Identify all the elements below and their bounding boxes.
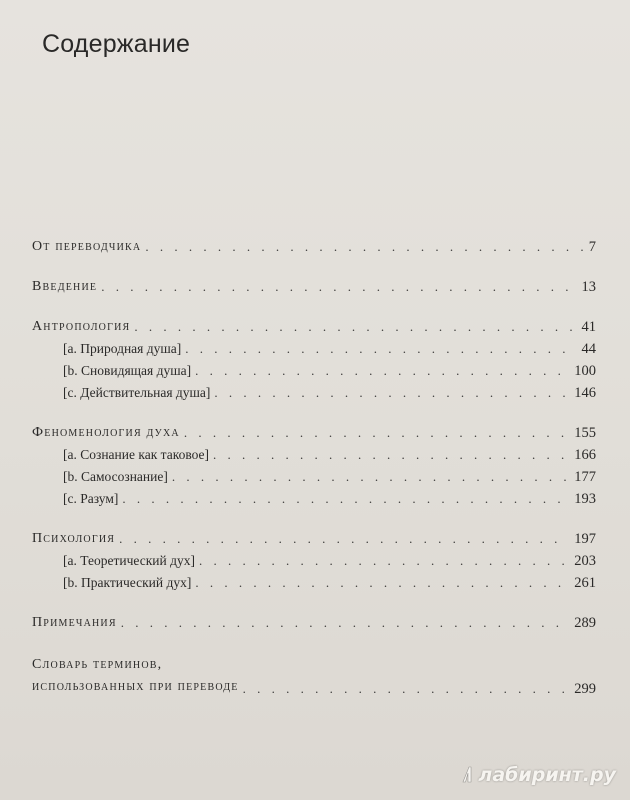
toc-page-number: 203: [574, 553, 596, 569]
toc-page-number: 13: [581, 279, 596, 295]
toc-subentry-theoretical-spirit: [63, 552, 596, 570]
toc-subentry-practical-spirit: [63, 574, 596, 592]
toc-page-number: 193: [574, 491, 596, 507]
toc-page-number: 44: [581, 341, 596, 357]
toc-entry-label: Введение: [32, 279, 98, 294]
dot-leader: [134, 318, 575, 336]
toc-page-number: 299: [574, 681, 596, 697]
toc-entry-label: Феноменология духа: [32, 425, 180, 440]
toc-entry-label: [a. Теоретический дух]: [63, 553, 195, 568]
toc-page-number: 41: [581, 319, 596, 335]
toc-subentry-natural-soul: [63, 340, 596, 358]
toc-entry-label: [b. Практический дух]: [63, 575, 192, 590]
dot-leader: [184, 424, 568, 442]
toc-page-number: 166: [574, 447, 596, 463]
toc-entry-label: [a. Сознание как таковое]: [63, 447, 210, 462]
toc-entry-label: [c. Разум]: [63, 491, 119, 506]
toc-page-number: 100: [574, 363, 596, 379]
toc-subentry-actual-soul: [63, 384, 596, 402]
labirint-watermark: [461, 764, 616, 786]
dot-leader: [122, 490, 568, 508]
toc-page-number: 261: [574, 575, 596, 591]
dot-leader: [145, 238, 582, 256]
toc-entry-introduction: [32, 278, 596, 296]
toc-entry-label: Примечания: [32, 615, 117, 630]
toc-entry-label: Антропология: [32, 319, 131, 334]
page-title: Содержание: [42, 30, 191, 58]
toc-subentry-self-consciousness: [63, 468, 596, 486]
toc-entry-notes: [32, 614, 596, 632]
toc-entry-label: [b. Сновидящая душа]: [63, 363, 192, 378]
dot-leader: [121, 614, 569, 632]
dot-leader: [172, 468, 568, 486]
table-of-contents: [32, 238, 596, 698]
dot-leader: [195, 362, 568, 380]
dot-leader: [101, 278, 575, 296]
dot-leader: [119, 530, 568, 548]
toc-subentry-reason: [63, 490, 596, 508]
toc-entry-label: От переводчика: [32, 239, 142, 254]
dot-leader: [214, 384, 568, 402]
toc-page-number: 155: [574, 425, 596, 441]
toc-entry-label: [b. Самосознание]: [63, 469, 168, 484]
watermark-text: лабиринт.ру: [478, 764, 616, 786]
dot-leader: [213, 446, 568, 464]
toc-entry-label: [c. Действительная душа]: [63, 385, 211, 400]
toc-page-number: 289: [574, 615, 596, 631]
toc-entry-label: [32, 654, 243, 698]
dot-leader: [185, 340, 575, 358]
toc-entry-anthropology: [32, 318, 596, 336]
labirint-logo-icon: [461, 765, 477, 783]
toc-entry-label: Психология: [32, 531, 116, 546]
toc-entry-phenomenology: [32, 424, 596, 442]
toc-page-number: 146: [574, 385, 596, 401]
toc-entry-label-line1: Словарь терминов,: [32, 657, 163, 672]
toc-page-number: 197: [574, 531, 596, 547]
toc-page-number: 7: [588, 239, 596, 255]
toc-entry-psychology: [32, 530, 596, 548]
dot-leader: [195, 574, 568, 592]
toc-subentry-consciousness: [63, 446, 596, 464]
dot-leader: [243, 680, 569, 698]
dot-leader: [199, 552, 568, 570]
toc-entry-glossary: [32, 654, 596, 698]
toc-entry-label-line2: использованных при переводе: [32, 679, 239, 694]
toc-entry-translator: [32, 238, 596, 256]
toc-page-number: 177: [574, 469, 596, 485]
toc-entry-label: [a. Природная душа]: [63, 341, 182, 356]
toc-subentry-dreaming-soul: [63, 362, 596, 380]
